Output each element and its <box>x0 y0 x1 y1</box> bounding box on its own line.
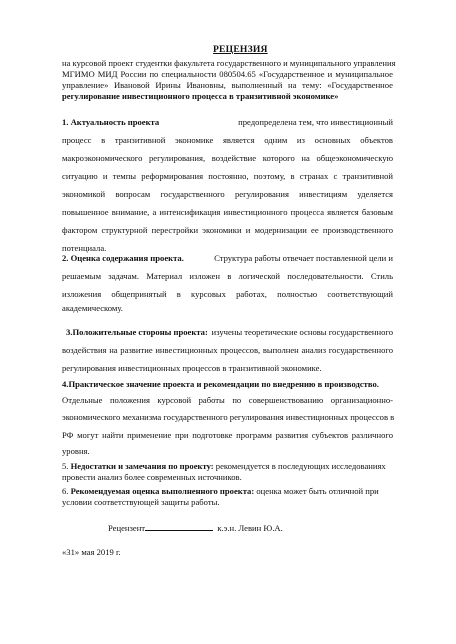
section-5-line-2: провести анализ более современных источников. <box>62 472 242 482</box>
section-1-line-7: фактором структурной перестройки экономики и модернизации ее производственного <box>62 225 393 235</box>
section-1-line-8: потенциала. <box>62 243 107 253</box>
section-1-line-4: ситуацию и темпы реформирования постоянно, поэтому, в странах с транзитивной <box>62 171 393 181</box>
section-1-line-3: макроэкономического регулирования, воздействие которого на общеэкономическую <box>62 153 393 163</box>
section-3-line-1-text: изучены теоретические основы государственного <box>211 327 393 337</box>
section-3-line-1 <box>66 327 393 337</box>
section-1-heading: 1. Актуальность проекта <box>62 117 160 127</box>
section-5-number: 5. <box>62 461 69 471</box>
section-6-line-1 <box>62 486 393 496</box>
section-4-line-3: экономического механизма государственного регулирования инвестиционных процессов в <box>62 412 395 422</box>
signature-blank <box>145 522 213 531</box>
section-2-line-1-text: Структура работы отвечает поставленной цели и <box>214 253 393 263</box>
section-2-heading-row <box>62 253 393 263</box>
reviewer-label: Рецензент <box>108 523 146 533</box>
section-6-line-1-text: оценка может быть отличной при <box>256 486 379 496</box>
reviewer-name: к.э.н. Левин Ю.А. <box>217 523 283 533</box>
section-6-number: 6. <box>62 486 69 496</box>
section-1-line-1-text: предопределена тем, что инвестиционный <box>238 117 393 127</box>
document-title: РЕЦЕНЗИЯ <box>213 44 268 55</box>
section-5-line-1 <box>62 461 416 471</box>
section-5-line-1-text: рекомендуется в последующих исследованиях <box>215 461 386 471</box>
intro-line-1: на курсовой проект студентки факультета государственного и муниципального управления <box>62 58 396 68</box>
section-1-line-2: процесс в транзитивной экономике является одним из основных объектов <box>62 135 393 145</box>
section-3-heading: 3.Положительные стороны проекта: <box>66 327 208 337</box>
intro-line-3: управление» Ивановой Ирины Ивановны, выполненный на тему: «Государственное <box>62 80 393 90</box>
section-4-line-5: уровня. <box>62 446 90 456</box>
reviewer-signature-line <box>108 522 283 533</box>
section-2-line-2: решаемым задачам. Материал изложен в логической последовательности. Стиль <box>62 271 393 281</box>
section-6-heading: Рекомендуемая оценка выполненного проекта: <box>70 486 255 496</box>
intro-line-2: МГИМО МИД России по специальности 080504.65 «Государственное и муниципальное <box>62 69 393 79</box>
section-1-line-5: экономикой вопросам государственного регулирования инвестициям уделяется <box>62 189 393 199</box>
section-2-line-4: академическому. <box>62 303 123 313</box>
section-4-line-4: РФ могут найти применение при подготовке программ развития субъектов различного <box>62 430 393 440</box>
intro-line-4: регулирование инвестиционного процесса в транзитивной экономике» <box>62 91 339 101</box>
review-date: «31» мая 2019 г. <box>62 547 121 557</box>
section-1-line-1 <box>62 117 393 127</box>
section-4-heading: 4.Практическое значение проекта и рекомендации по внедрению в производство. <box>62 379 379 389</box>
section-3-line-3: регулирования инвестиционных процессов в транзитивной экономике. <box>62 363 322 373</box>
section-4-line-2: Отдельные положения курсовой работы по совершенствованию организационно- <box>62 395 393 405</box>
section-5-heading: Недостатки и замечания по проекту: <box>70 461 214 471</box>
section-2-line-3: изложения общепринятый в курсовых работах, полностью соответствующий <box>62 289 393 299</box>
section-6-line-2: условии соответствующей защиты работы. <box>62 497 220 507</box>
section-3-line-2: воздействия на развитие инвестиционных процессов, выполнен анализ государственного <box>62 345 393 355</box>
section-2-heading: 2. Оценка содержания проекта. <box>62 253 184 263</box>
section-1-line-6: повышенное внимание, а интенсификация инвестиционного процесса является базовым <box>62 207 393 217</box>
